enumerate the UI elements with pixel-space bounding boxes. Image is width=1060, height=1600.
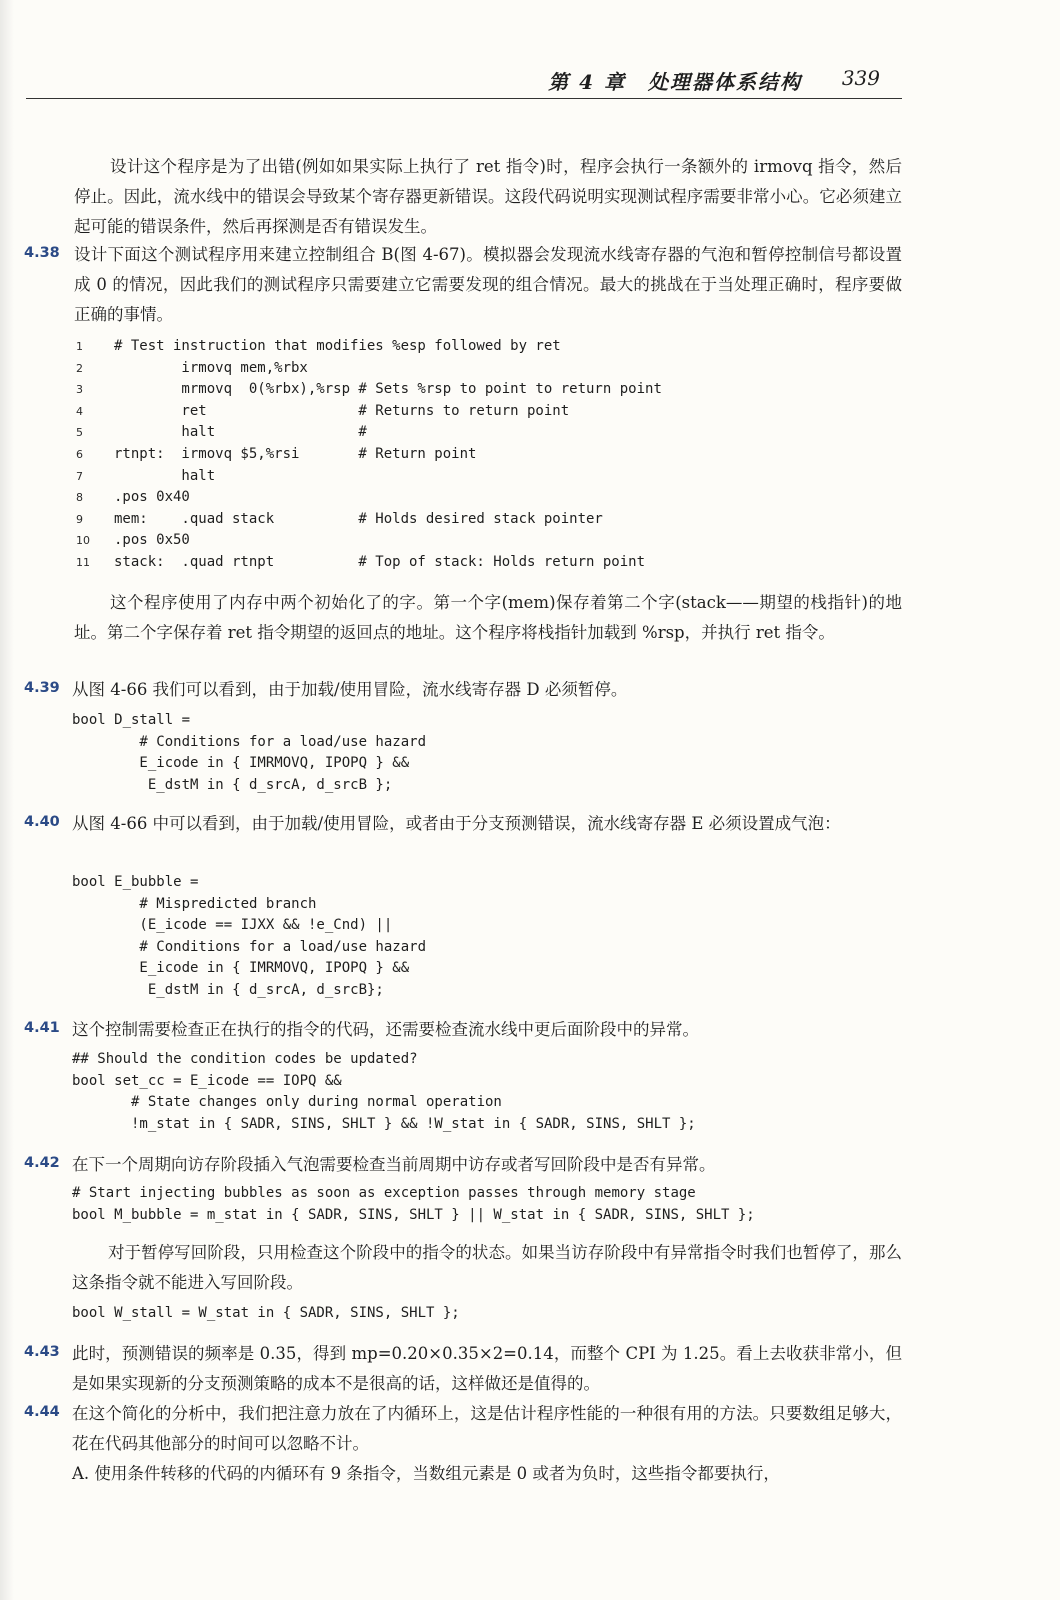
line-number: 9 [76,512,83,526]
exercise-4-44-item-a: A. 使用条件转移的代码的内循环有 9 条指令，当数组元素是 0 或者为负时，这些指令都要执行， [72,1464,780,1483]
code-line [76,379,662,401]
code-line [76,552,662,574]
line-number: 4 [76,404,83,418]
code-line [76,401,662,423]
code-text: # Test instruction that modifies %esp followed by ret [114,338,561,354]
code-d-stall [72,710,426,796]
exercise-4-39-text: 从图 4-66 我们可以看到，由于加载/使用冒险，流水线寄存器 D 必须暂停。 [72,680,628,699]
code-line: E_dstM in { d_srcA, d_srcB }; [72,776,393,793]
code-text: halt [114,467,216,484]
code-line: !m_stat in { SADR, SINS, SHLT } && !W_stat in { SADR, SINS, SHLT }; [72,1115,696,1132]
exercise-4-40-text: 从图 4-66 中可以看到，由于加载/使用冒险，或者由于分支预测错误，流水线寄存器 E 必须设置成气泡： [72,814,841,833]
exercise-number-4-40: 4.40 [24,814,60,830]
code-line [76,422,662,444]
code-line [76,487,662,509]
exercise-number-4-43: 4.43 [24,1344,60,1360]
exercise-number-4-42: 4.42 [24,1155,60,1171]
code-text: rtnpt: irmovq $5,%rsi # Return point [114,445,477,462]
code-w-stall [72,1303,460,1325]
code-listing-4-38 [76,336,662,574]
code-text: .pos 0x50 [114,532,190,549]
code-line: E_icode in { IMRMOVQ, IPOPQ } && [72,960,410,977]
line-number: 8 [76,491,83,505]
code-line: # State changes only during normal operation [72,1094,502,1111]
code-set-cc [72,1049,696,1135]
exercise-number-4-44: 4.44 [24,1404,60,1420]
chapter-title: 第 4 章 处理器体系结构 [548,70,802,94]
code-line: # Conditions for a load/use hazard [72,733,427,750]
line-number: 6 [76,447,83,461]
code-line: bool set_cc = E_icode == IOPQ && [72,1072,342,1089]
code-line [76,530,662,552]
code-text: halt # [114,424,367,441]
code-text: .pos 0x40 [114,489,190,506]
code-line: # Mispredicted branch [72,895,317,912]
line-number: 2 [76,361,83,375]
code-line: E_icode in { IMRMOVQ, IPOPQ } && [72,755,410,772]
exercise-4-38-explanation: 这个程序使用了内存中两个初始化了的字。第一个字(mem)保存着第二个字(stack——期望的栈指针)的地址。第二个字保存着 ret 指令期望的返回点的地址。这个程序将栈指针加载到 %rsp，并执行 ret 指令。 [74,593,902,642]
code-line [76,466,662,488]
code-line [76,509,662,531]
code-text: irmovq mem,%rbx [114,359,308,376]
code-line: bool E_bubble = [72,874,199,890]
line-number: 11 [76,555,90,569]
line-number: 5 [76,426,83,440]
code-e-bubble [72,872,426,1002]
code-line: bool D_stall = [72,712,191,728]
code-m-bubble [72,1183,755,1226]
intro-paragraph: 设计这个程序是为了出错(例如如果实际上执行了 ret 指令)时，程序会执行一条额外的 irmovq 指令，然后停止。因此，流水线中的错误会导致某个寄存器更新错误。这段代码说明实现测试程序需要非常小心。它必须建立起可能的错误条件，然后再探测是否有错误发生。 [74,157,902,236]
code-line: bool M_bubble = m_stat in { SADR, SINS, SHLT } || W_stat in { SADR, SINS, SHLT }; [72,1206,755,1223]
code-text: ret # Returns to return point [114,402,570,419]
code-text: stack: .quad rtnpt # Top of stack: Holds return point [114,553,646,570]
running-header [26,62,902,99]
exercise-4-38-text: 设计下面这个测试程序用来建立控制组合 B(图 4-67)。模拟器会发现流水线寄存器的气泡和暂停控制信号都设置成 0 的情况，因此我们的测试程序只需要建立它需要发现的组合情况。最大的挑战在于当处理正确时，程序要做正确的事情。 [74,245,902,324]
scan-edge-shading [0,0,14,1600]
exercise-4-41-text: 这个控制需要检查正在执行的指令的代码，还需要检查流水线中更后面阶段中的异常。 [72,1020,699,1039]
code-line: # Start injecting bubbles as soon as exception passes through memory stage [72,1185,696,1201]
line-number: 1 [76,340,83,353]
code-line: ## Should the condition codes be updated? [72,1051,418,1067]
code-text: mem: .quad stack # Holds desired stack pointer [114,510,603,527]
exercise-4-42-text: 在下一个周期向访存阶段插入气泡需要检查当前周期中访存或者写回阶段中是否有异常。 [72,1155,716,1174]
exercise-number-4-41: 4.41 [24,1020,60,1036]
exercise-4-42-explanation: 对于暂停写回阶段，只用检查这个阶段中的指令的状态。如果当访存阶段中有异常指令时我们也暂停了，那么这条指令就不能进入写回阶段。 [72,1243,902,1292]
exercise-number-4-39: 4.39 [24,680,60,696]
code-line: # Conditions for a load/use hazard [72,938,427,955]
page-number: 339 [841,66,880,90]
line-number: 10 [76,534,90,548]
code-line: E_dstM in { d_srcA, d_srcB}; [72,981,384,998]
exercise-number-4-38: 4.38 [24,245,60,261]
code-line: bool W_stall = W_stat in { SADR, SINS, SHLT }; [72,1305,460,1321]
code-text: mrmovq 0(%rbx),%rsp # Sets %rsp to point to return point [114,381,662,398]
exercise-4-43-text: 此时，预测错误的频率是 0.35，得到 mp=0.20×0.35×2=0.14，而整个 CPI 为 1.25。看上去收获非常小，但是如果实现新的分支预测策略的成本不是很高的话，这样做还是值得的。 [72,1344,902,1393]
code-line: (E_icode == IJXX && !e_Cnd) || [72,917,393,934]
code-line [76,444,662,466]
code-line [76,336,662,358]
line-number: 7 [76,469,83,483]
exercise-4-44-text: 在这个简化的分析中，我们把注意力放在了内循环上，这是估计程序性能的一种很有用的方法。只要数组足够大，花在代码其他部分的时间可以忽略不计。 [72,1404,902,1453]
code-line [76,358,662,380]
line-number: 3 [76,383,83,397]
